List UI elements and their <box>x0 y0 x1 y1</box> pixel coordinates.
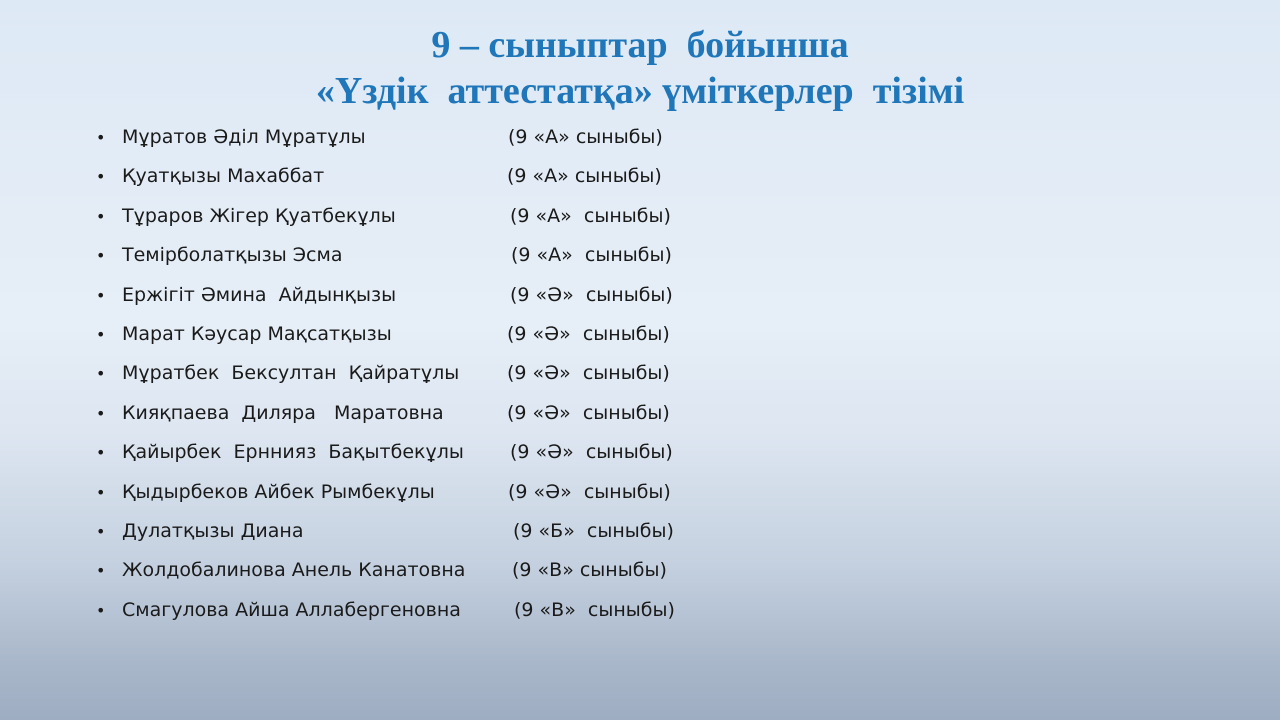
bullet-icon: • <box>96 128 106 147</box>
bullet-icon: • <box>96 482 106 502</box>
bullet-icon: • <box>96 403 106 423</box>
list-item <box>96 433 673 472</box>
list-item <box>96 512 674 551</box>
bullet-icon: • <box>96 167 106 187</box>
candidate-class: (9 «Ә» сыныбы) <box>507 322 670 345</box>
list-item <box>96 236 672 275</box>
bullet-icon: • <box>96 364 106 384</box>
candidate-name: Қайырбек Ерннияз Бақытбекұлы <box>122 441 464 464</box>
candidate-name: Кияқпаева Диляра Маратовна <box>122 401 444 424</box>
candidate-class: (9 «А» сыныбы) <box>511 244 672 267</box>
candidate-name: Мұратов Әділ Мұратұлы <box>122 126 366 148</box>
candidate-class: (9 «Ә» сыныбы) <box>507 362 670 385</box>
bullet-icon: • <box>96 600 106 620</box>
bullet-icon: • <box>96 521 106 541</box>
candidate-name: Мұратбек Бексултан Қайратұлы <box>122 362 460 385</box>
candidate-class: (9 «Ә» сыныбы) <box>508 480 671 503</box>
bullet-icon: • <box>96 561 106 581</box>
bullet-icon: • <box>96 324 106 344</box>
list-item <box>96 354 670 393</box>
candidate-name: Жолдобалинова Анель Канатовна <box>122 559 466 582</box>
list-item <box>96 157 662 196</box>
list-item <box>96 591 675 630</box>
list-item <box>96 551 667 590</box>
candidate-name: Қуатқызы Махаббат <box>122 165 325 188</box>
slide-title <box>0 22 1280 114</box>
bullet-icon: • <box>96 443 106 463</box>
candidate-name: Қыдырбеков Айбек Рымбекұлы <box>122 480 435 503</box>
candidate-class: (9 «Ә» сыныбы) <box>507 401 670 424</box>
candidate-name: Дулатқызы Диана <box>122 519 304 542</box>
candidate-class: (9 «А» сыныбы) <box>510 204 671 227</box>
candidate-class: (9 «Ә» сыныбы) <box>510 283 673 306</box>
list-item <box>96 197 671 236</box>
candidate-class: (9 «А» сыныбы) <box>508 126 663 148</box>
bullet-icon: • <box>96 246 106 266</box>
candidate-class: (9 «А» сыныбы) <box>507 165 662 188</box>
bullet-icon: • <box>96 206 106 226</box>
list-item <box>96 276 673 315</box>
list-item <box>96 118 663 157</box>
candidate-name: Ержігіт Әмина Айдынқызы <box>122 283 397 306</box>
candidate-class: (9 «В» сыныбы) <box>512 559 667 582</box>
candidate-name: Смагулова Айша Аллабергеновна <box>122 598 461 621</box>
bullet-icon: • <box>96 285 106 305</box>
candidate-name: Марат Кәусар Мақсатқызы <box>122 322 392 345</box>
list-item <box>96 394 670 433</box>
title-line-2: «Үздік аттестатқа» үміткерлер тізімі <box>315 70 965 112</box>
list-item <box>96 315 670 354</box>
candidate-name: Тұраров Жігер Қуатбекұлы <box>122 204 396 227</box>
list-item <box>96 473 671 512</box>
candidate-class: (9 «Ә» сыныбы) <box>510 441 673 464</box>
candidate-name: Темірболатқызы Эсма <box>122 244 343 267</box>
candidate-class: (9 «В» сыныбы) <box>514 598 675 621</box>
candidate-list <box>96 118 675 630</box>
candidate-class: (9 «Б» сыныбы) <box>513 519 674 542</box>
title-line-1: 9 – сыныптар бойынша <box>431 24 849 66</box>
